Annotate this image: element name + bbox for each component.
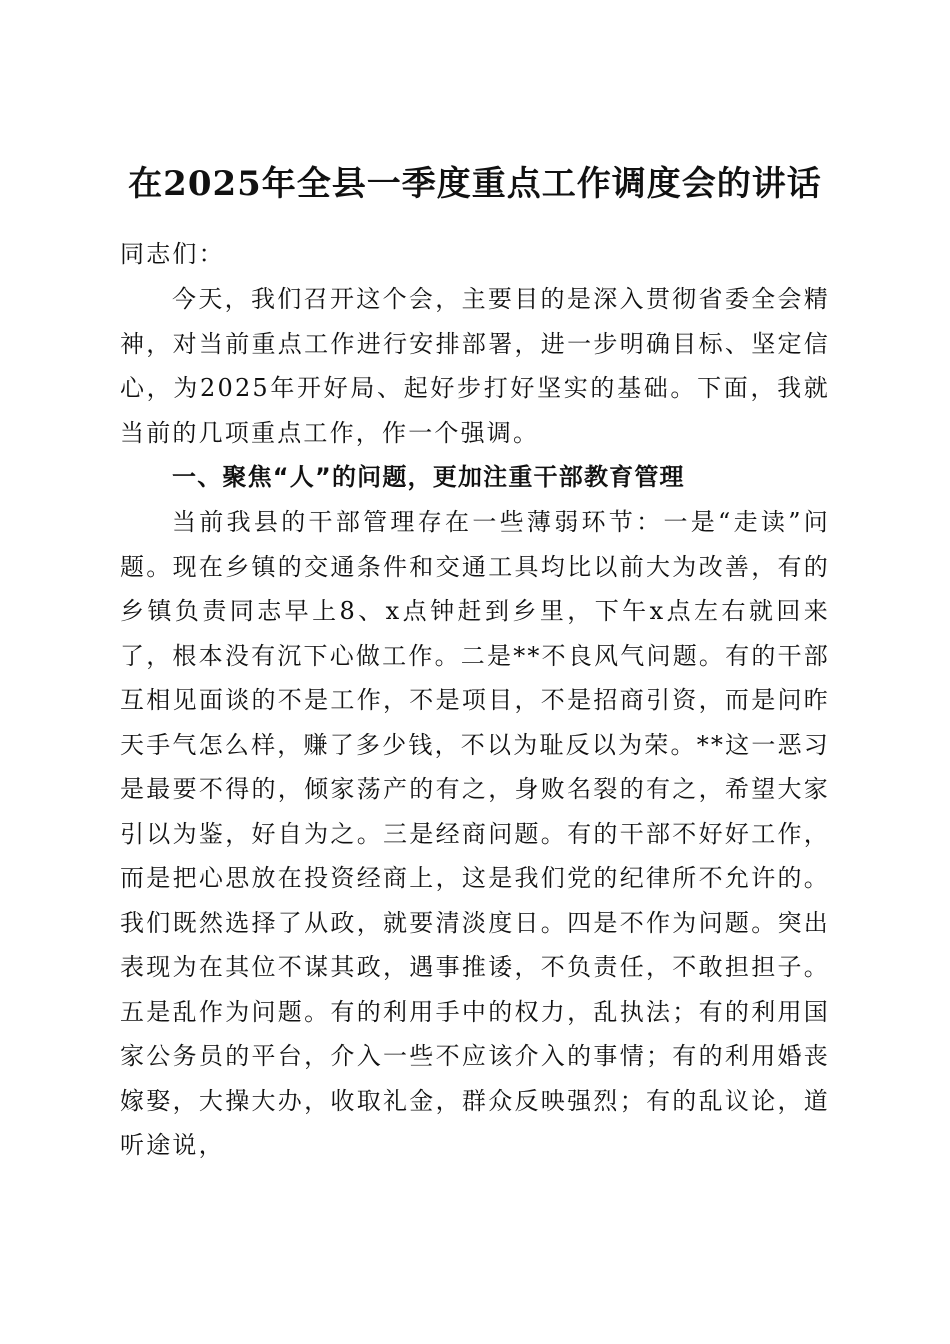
- document-title: 在2025年全县一季度重点工作调度会的讲话: [128, 163, 822, 204]
- paragraph-section-1: 当前我县的干部管理存在一些薄弱环节：一是“走读”问题。现在乡镇的交通条件和交通工具均比以前大为改善，有的乡镇负责同志早上8、x点钟赶到乡里，下午x点左右就回来了，根本没有沉下心做工作。二是**不良风气问题。有的干部互相见面谈的不是工作，不是项目，不是招商引资，而是问昨天手气怎么样，赚了多少钱，不以为耻反以为荣。**这一恶习是最要不得的，倾家荡产的有之，身败名裂的有之，希望大家引以为鉴，好自为之。三是经商问题。有的干部不好好工作，而是把心思放在投资经商上，这是我们党的纪律所不允许的。我们既然选择了从政，就要清淡度日。四是不作为问题。突出表现为在其位不谋其政，遇事推诿，不负责任，不敢担担子。五是乱作为问题。有的利用手中的权力，乱执法；有的利用国家公务员的平台，介入一些不应该介入的事情；有的利用婚丧嫁娶，大操大办，收取礼金，群众反映强烈；有的乱议论，道听途说，: [120, 508, 830, 1159]
- paragraph-intro: 今天，我们召开这个会，主要目的是深入贯彻省委全会精神，对当前重点工作进行安排部署，进一步明确目标、坚定信心，为2025年开好局、起好步打好坚实的基础。下面，我就当前的几项重点工作，作一个强调。: [120, 285, 830, 447]
- section-heading-1: 一、聚焦“人”的问题，更加注重干部教育管理: [172, 463, 685, 491]
- salutation: 同志们：: [120, 240, 225, 268]
